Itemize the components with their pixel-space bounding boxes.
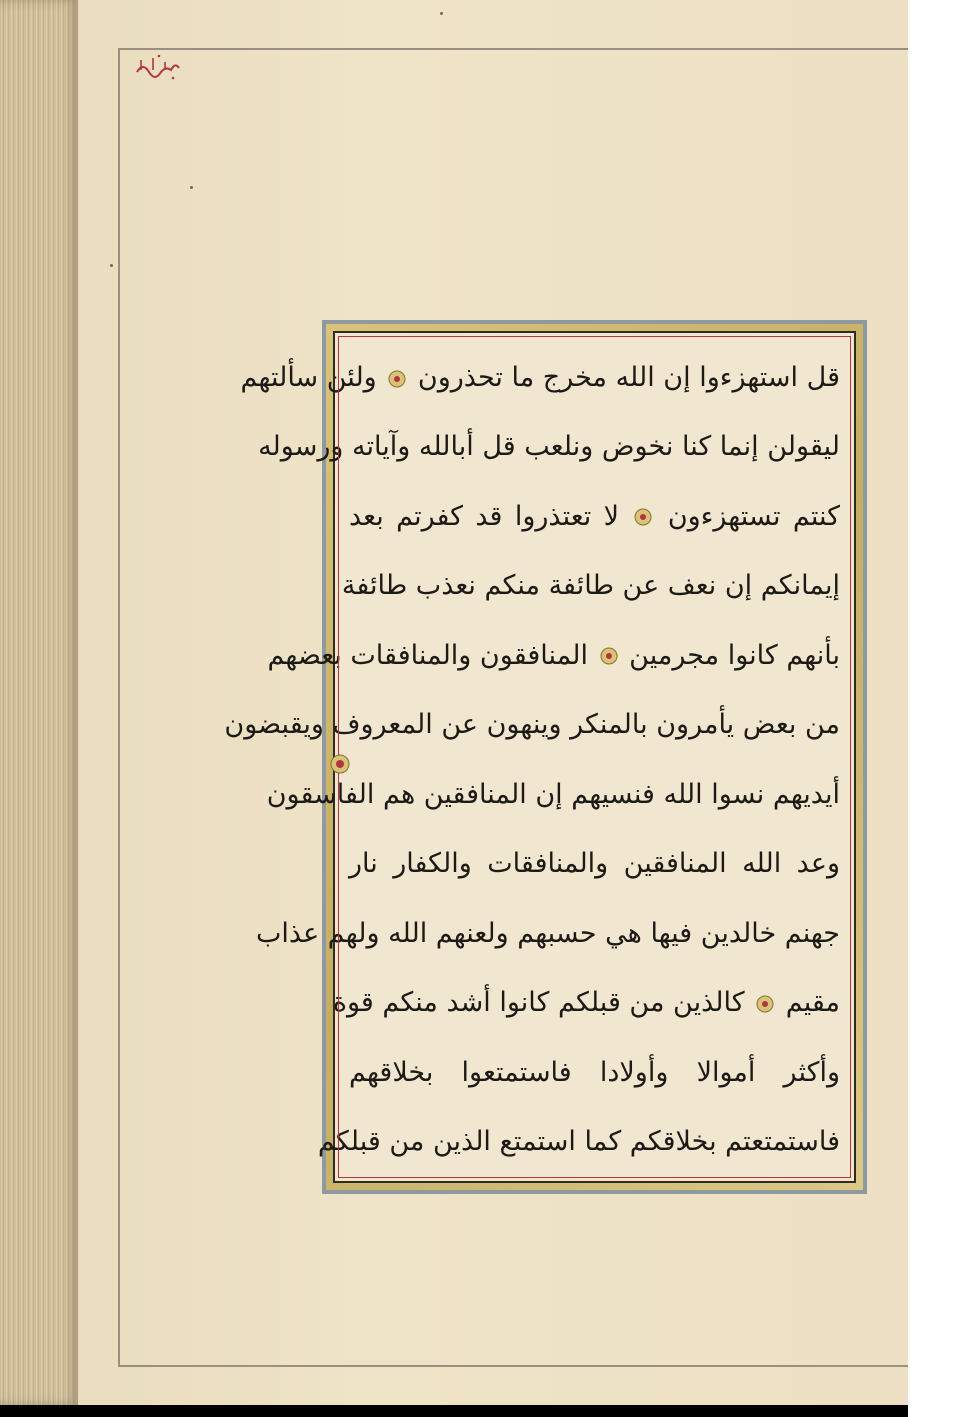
verse-separator-rosette-icon <box>388 370 406 388</box>
scan-margin-right <box>908 0 974 1417</box>
verse-line-5: بأنهم كانوا مجرمين المنافقون والمنافقات بعضهم <box>267 639 840 671</box>
verse-separator-rosette-icon <box>600 647 618 665</box>
verse-line-1: قل استهزءوا إن الله مخرج ما تحذرون ولئن سألتهم <box>240 362 840 393</box>
verse-line-6: من بعض يأمرون بالمنكر وينهون عن المعروف ويقبضون <box>224 709 840 741</box>
text-panel <box>224 331 856 1183</box>
gold-border <box>224 324 863 1190</box>
verse-line-8: وعد الله المنافقين والمنافقات والكفار نار <box>349 848 840 880</box>
verse-line-9: جهنم خالدين فيها هي حسبهم ولعنهم الله ولهم عذاب <box>256 917 840 949</box>
verse-line-10: مقيم كالذين من قبلكم كانوا أشد منكم قوة <box>332 987 840 1019</box>
quran-text-block <box>224 349 840 1171</box>
verse-line-2: ليقولن إنما كنا نخوض ونلعب قل أبالله وآياته ورسوله <box>258 431 840 463</box>
paper-speck <box>190 186 193 189</box>
verse-line-4: إيمانكم إن نعف عن طائفة منكم نعذب طائفة <box>341 570 840 602</box>
surah-header-calligraphy <box>133 50 183 84</box>
surah-header <box>133 50 183 84</box>
verse-line-3: كنتم تستهزءون لا تعتذروا قد كفرتم بعد <box>349 500 840 532</box>
paper-speck <box>110 264 113 267</box>
verse-separator-rosette-icon <box>756 995 774 1013</box>
verse-separator-rosette-icon <box>634 508 652 526</box>
text-panel-frame <box>224 320 867 1194</box>
paper-speck <box>440 12 443 15</box>
scan-margin-bottom <box>0 1405 908 1417</box>
verse-line-12: فاستمتعتم بخلاقكم كما استمتع الذين من قبلكم <box>317 1125 840 1157</box>
verse-line-11: وأكثر أموالا وأولادا فاستمتعوا بخلاقهم <box>349 1056 840 1088</box>
margin-medallion-icon <box>329 753 351 775</box>
book-fore-edge <box>0 0 78 1405</box>
verse-line-7: أيديهم نسوا الله فنسيهم إن المنافقين هم الفاسقون <box>266 778 840 810</box>
